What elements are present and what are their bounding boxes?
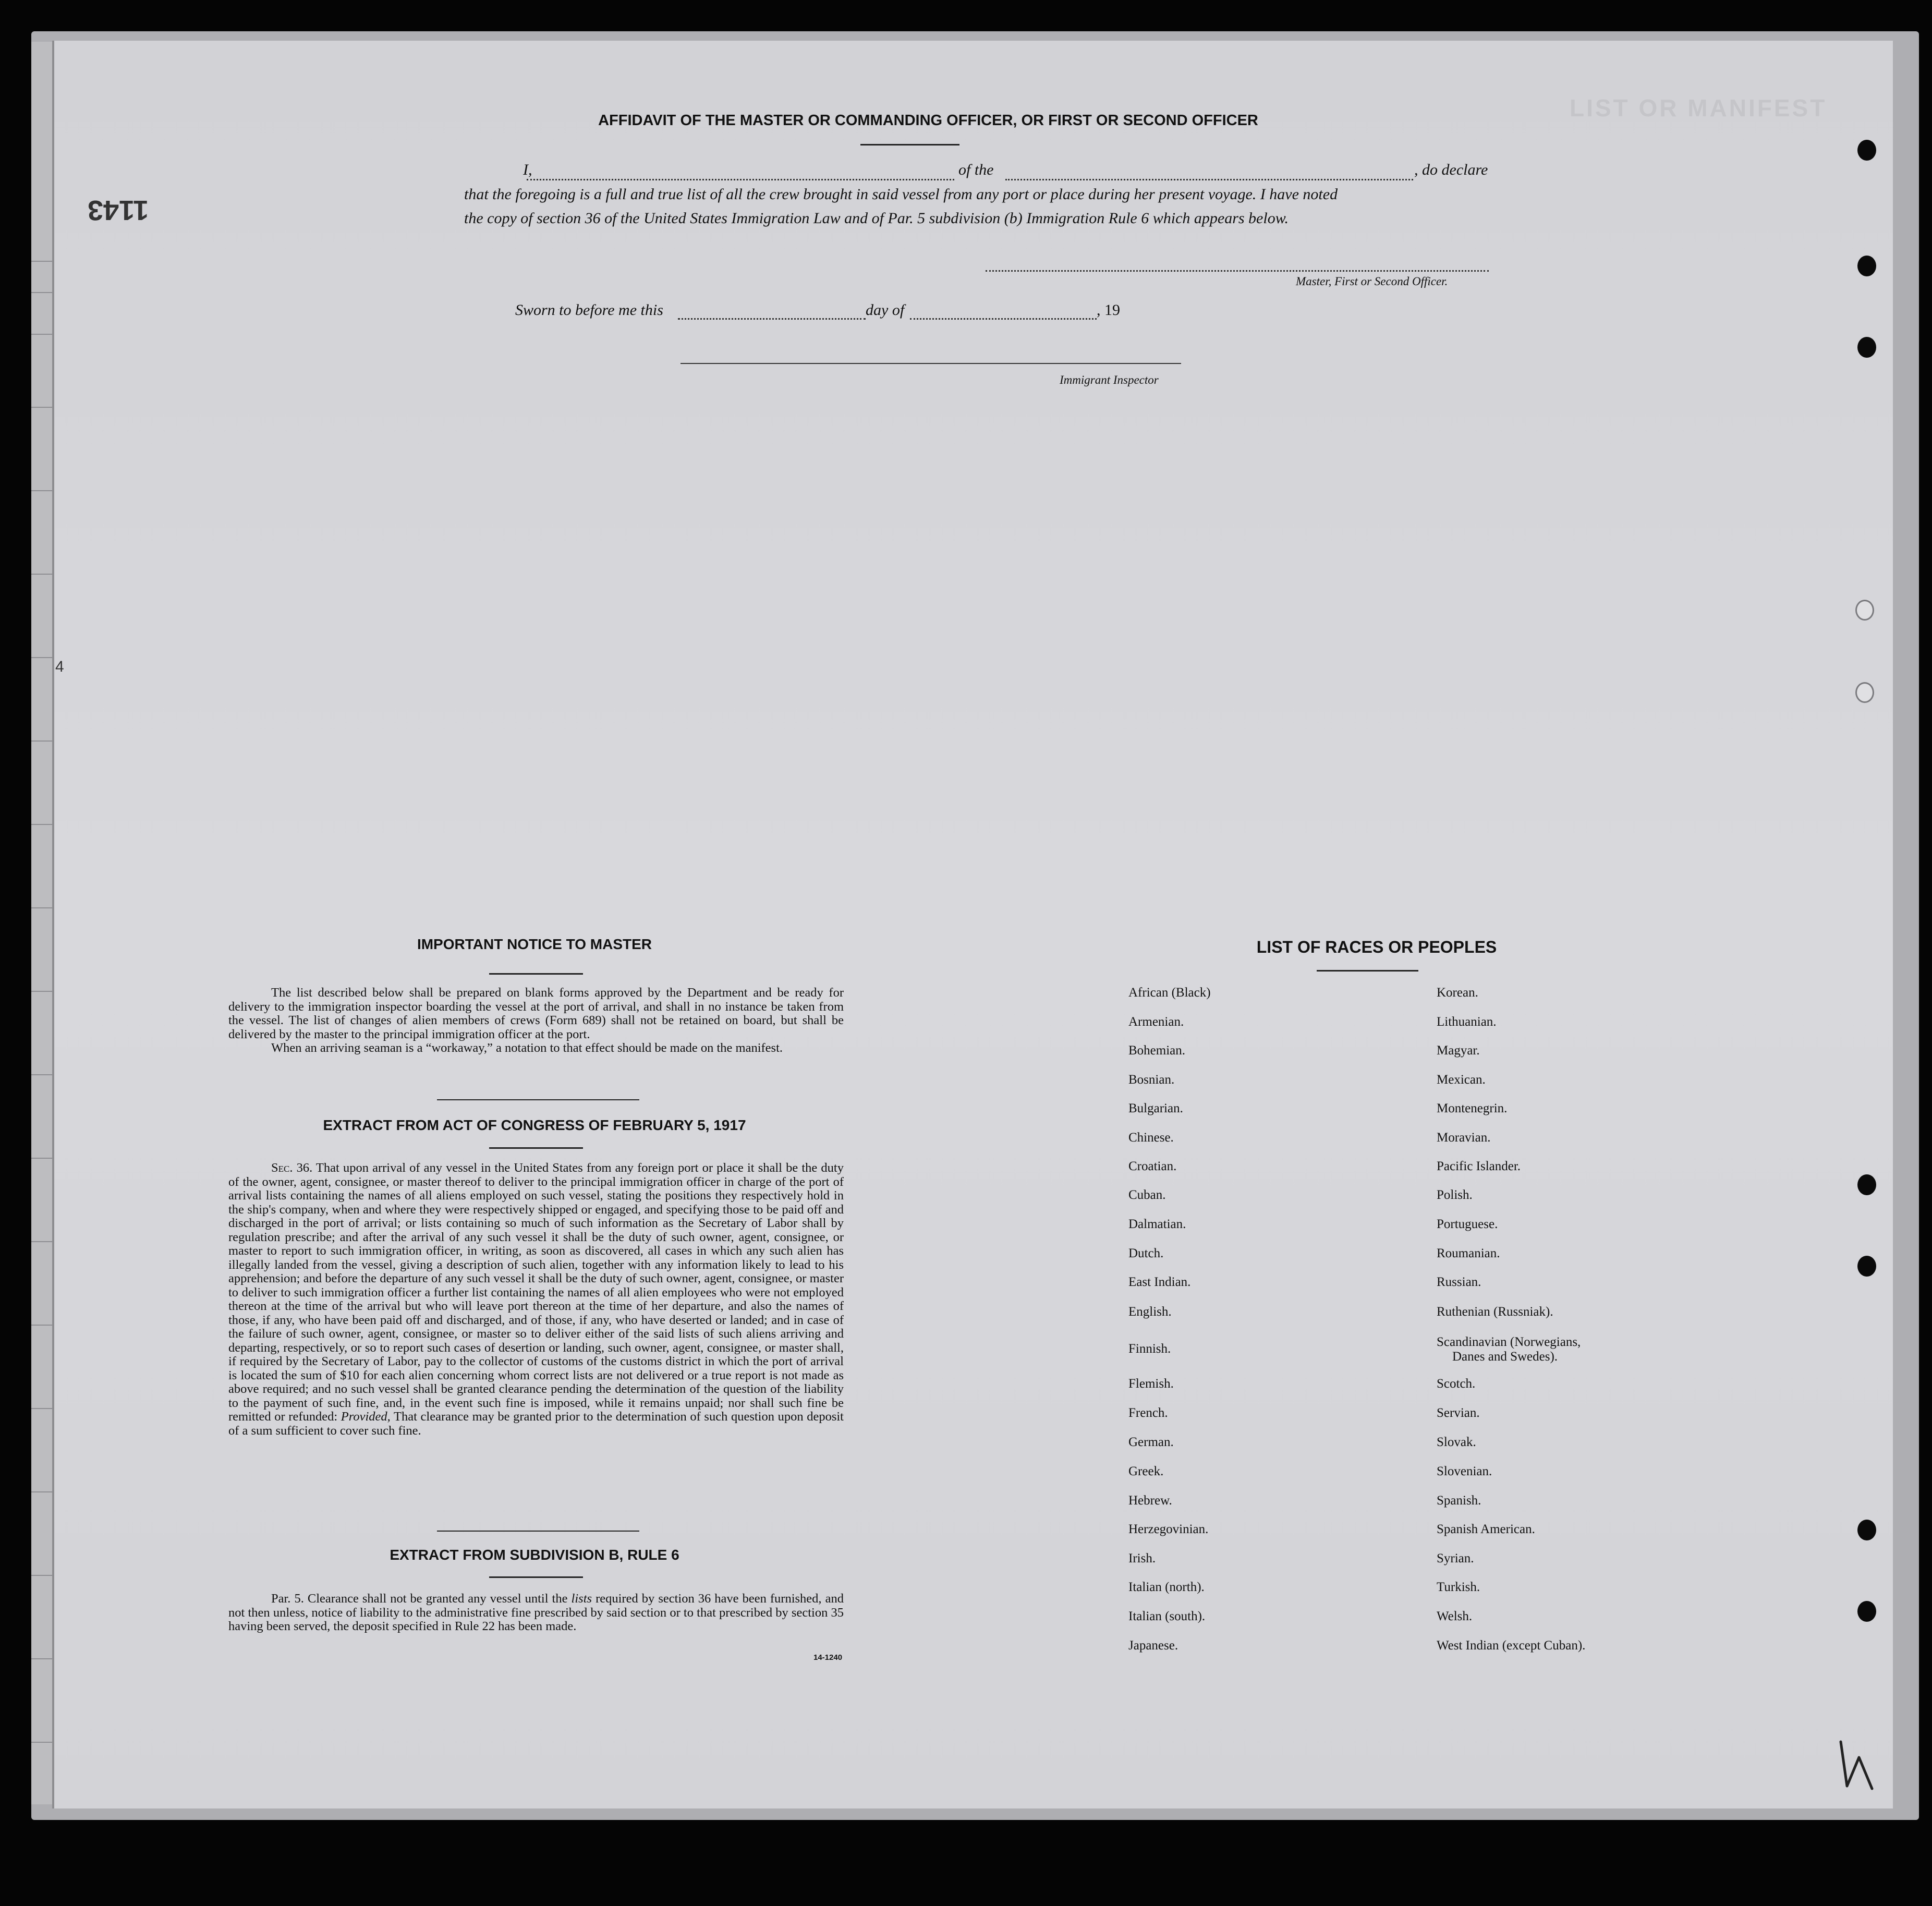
binder-hole xyxy=(1857,337,1876,358)
race-item: Japanese. xyxy=(1128,1638,1178,1653)
race-item: Danes and Swedes). xyxy=(1452,1350,1558,1364)
race-item: Italian (south). xyxy=(1128,1609,1206,1623)
act-extract-body xyxy=(228,1161,844,1438)
binder-hole xyxy=(1857,140,1876,161)
race-item: Bohemian. xyxy=(1128,1043,1186,1058)
race-item: Croatian. xyxy=(1128,1159,1177,1173)
day-of-label: day of xyxy=(866,301,905,319)
race-item: Irish. xyxy=(1128,1551,1156,1565)
provided-word: Provided, xyxy=(341,1410,391,1424)
notice-paragraph: When an arriving seaman is a “workaway,” a notation to that effect should be made on the manifest. xyxy=(271,1041,783,1055)
inspector-caption: Immigrant Inspector xyxy=(1060,373,1159,386)
race-item: Welsh. xyxy=(1437,1609,1473,1623)
act-text-end: That clearance may be granted prior to the determination of such question upon deposit of a sum sufficient to cover such fine. xyxy=(228,1410,844,1438)
divider xyxy=(489,973,583,975)
race-item: Scotch. xyxy=(1437,1377,1476,1391)
divider xyxy=(489,1147,583,1149)
race-item: Magyar. xyxy=(1437,1043,1480,1058)
master-signature-caption: Master, First or Second Officer. xyxy=(1296,275,1448,288)
race-item: African (Black) xyxy=(1128,986,1211,1000)
divider xyxy=(437,1531,639,1532)
affidavit-statement-line: that the foregoing is a full and true list of all the crew brought in said vessel from any port or place during her present voyage. I have noted xyxy=(464,186,1338,203)
race-item: Spanish American. xyxy=(1437,1522,1535,1536)
race-item: English. xyxy=(1128,1305,1172,1319)
race-item: Lithuanian. xyxy=(1437,1015,1497,1029)
binder-hole xyxy=(1855,682,1874,703)
year-prefix-label: , 19 xyxy=(1097,301,1120,319)
race-item: Greek. xyxy=(1128,1464,1164,1478)
section-label: Sec. 36. xyxy=(271,1161,313,1175)
race-item: Syrian. xyxy=(1437,1551,1474,1565)
race-item: Montenegrin. xyxy=(1437,1101,1508,1115)
notice-paragraph: The list described below shall be prepared on blank forms approved by the Department and be ready for delivery to the immigration inspector boarding the vessel at the port of arrival, and shall in no instance be taken from the vessel. The list of changes of alien members of crews (Form 689) shall not be retained on board, but shall be delivered by the master to the principal immigration officer at the port. xyxy=(228,986,844,1041)
vessel-name-field[interactable] xyxy=(1005,179,1413,180)
act-text: That upon arrival of any vessel in the United States from any foreign port or place it shall be the duty of the owner, agent, consignee, or master thereof to deliver to the principal immigration officer in charge of the port of arrival lists containing the names of all aliens employed on such vessel, stating the positions they respectively hold in the ship's company, when and where they were respectively shipped or engaged, and specifying those to be paid off and discharged in the port of arrival; or lists containing so much of such information as the Secretary of Labor shall by regulation prescribe; and after the arrival of any such vessel it shall be the duty of such owner, agent, consignee, or master to report to such immigration officer, in writing, as soon as discovered, all cases in which any such alien has illegally landed from the vessel, giving a description of such alien, together with any information likely to lead to his apprehension; and before the departure of any such vessel it shall be the duty of such owner, agent, consignee, or master to deliver to such immigration officer a further list containing the names of all alien employees who were not employed thereon at the time of the arrival but who will leave port thereon at the time of her departure, and also the names of those, if any, who have been paid off and discharged, and of those, if any, who have deserted or landed; and in case of the failure of such owner, agent, consignee, or master so to deliver either of the said lists of such aliens arriving and departing, respectively, or so to report such cases of desertion or landing, such owner, agent, consignee, or master shall, if required by the Secretary of Labor, pay to the collector of customs of the customs district in which the port of arrival is located the sum of $10 for each alien concerning whom correct lists are not delivered or a true report is not made as above required; and no such vessel shall be granted clearance pending the determination of the question of the liability to the payment of such fine, and, in the event such fine is imposed, while it remains unpaid; nor shall such fine be remitted or refunded: xyxy=(228,1161,844,1424)
affidavit-i-label: I, xyxy=(523,161,532,178)
act-extract-title: EXTRACT FROM ACT OF CONGRESS OF FEBRUARY 5, 1917 xyxy=(323,1117,746,1133)
divider xyxy=(489,1576,583,1578)
race-item: Spanish. xyxy=(1437,1494,1481,1508)
race-item: Servian. xyxy=(1437,1406,1480,1420)
rule-text-end: required by section 36 have been furnished, and not then unless, notice of liability to the administrative fine prescribed by said section or to that prescribed by section 35 having been served, the deposit specified in Rule 22 has been made. xyxy=(228,1592,844,1633)
race-item: Ruthenian (Russniak). xyxy=(1437,1305,1553,1319)
sworn-day-field[interactable] xyxy=(678,318,866,320)
race-item: Dutch. xyxy=(1128,1246,1164,1260)
divider xyxy=(437,1099,639,1100)
binder-hole xyxy=(1857,1256,1876,1277)
lists-word: lists xyxy=(571,1592,592,1606)
race-item: Bulgarian. xyxy=(1128,1101,1183,1115)
race-item: Chinese. xyxy=(1128,1131,1174,1145)
notice-title: IMPORTANT NOTICE TO MASTER xyxy=(417,936,652,952)
race-item: Pacific Islander. xyxy=(1437,1159,1521,1173)
race-item: French. xyxy=(1128,1406,1168,1420)
race-item: Dalmatian. xyxy=(1128,1217,1186,1231)
races-title: LIST OF RACES OR PEOPLES xyxy=(1256,938,1497,956)
form-number: 14-1240 xyxy=(813,1653,843,1662)
binder-hole xyxy=(1855,600,1874,621)
divider xyxy=(1317,970,1418,972)
race-item: Mexican. xyxy=(1437,1073,1486,1087)
affidavit-title: AFFIDAVIT OF THE MASTER OR COMMANDING OFFICER, OR FIRST OR SECOND OFFICER xyxy=(598,112,1258,129)
pencil-check-mark xyxy=(1836,1737,1877,1794)
race-item: Moravian. xyxy=(1437,1131,1491,1145)
race-item: Slovak. xyxy=(1437,1435,1476,1449)
race-item: Hebrew. xyxy=(1128,1494,1172,1508)
rule-extract-body xyxy=(228,1592,844,1634)
inspector-signature-field[interactable] xyxy=(681,363,1181,364)
binder-hole xyxy=(1857,1601,1876,1622)
binder-hole xyxy=(1857,1174,1876,1195)
sworn-month-field[interactable] xyxy=(910,318,1097,320)
binder-hole xyxy=(1857,256,1876,276)
affidavit-of-the-label: of the xyxy=(958,161,994,178)
race-item: Polish. xyxy=(1437,1188,1473,1202)
race-item: Flemish. xyxy=(1128,1377,1174,1391)
notice-body xyxy=(228,986,844,1055)
stamp-number: 1143 xyxy=(88,195,149,226)
race-item: Italian (north). xyxy=(1128,1580,1205,1594)
race-item: West Indian (except Cuban). xyxy=(1437,1638,1586,1653)
race-item: Slovenian. xyxy=(1437,1464,1492,1478)
race-item: Armenian. xyxy=(1128,1015,1184,1029)
master-signature-field[interactable] xyxy=(986,270,1489,272)
race-item: German. xyxy=(1128,1435,1174,1449)
race-item: Finnish. xyxy=(1128,1342,1171,1356)
sworn-label: Sworn to before me this xyxy=(515,301,663,319)
race-item: Portuguese. xyxy=(1437,1217,1498,1231)
race-item: Scandinavian (Norwegians, xyxy=(1437,1335,1581,1349)
rule-extract-title: EXTRACT FROM SUBDIVISION B, RULE 6 xyxy=(390,1547,679,1563)
binder-hole xyxy=(1857,1520,1876,1540)
race-item: Turkish. xyxy=(1437,1580,1480,1594)
master-name-field[interactable] xyxy=(527,179,954,180)
edge-mark: 4 xyxy=(55,658,64,675)
bleed-through-text: LIST OR MANIFEST xyxy=(1570,94,1827,122)
race-item: Korean. xyxy=(1437,986,1478,1000)
affidavit-statement-line: the copy of section 36 of the United States Immigration Law and of Par. 5 subdivision (b) Immigration Rule 6 which appears below. xyxy=(464,210,1289,227)
race-item: Roumanian. xyxy=(1437,1246,1500,1260)
affidavit-declare-label: , do declare xyxy=(1414,161,1488,178)
race-item: East Indian. xyxy=(1128,1275,1191,1289)
race-item: Cuban. xyxy=(1128,1188,1166,1202)
divider xyxy=(860,144,959,145)
rule-text: Par. 5. Clearance shall not be granted any vessel until the xyxy=(271,1592,572,1606)
race-item: Russian. xyxy=(1437,1275,1481,1289)
race-item: Herzegovinian. xyxy=(1128,1522,1209,1536)
document-page xyxy=(52,41,1893,1808)
race-item: Bosnian. xyxy=(1128,1073,1175,1087)
